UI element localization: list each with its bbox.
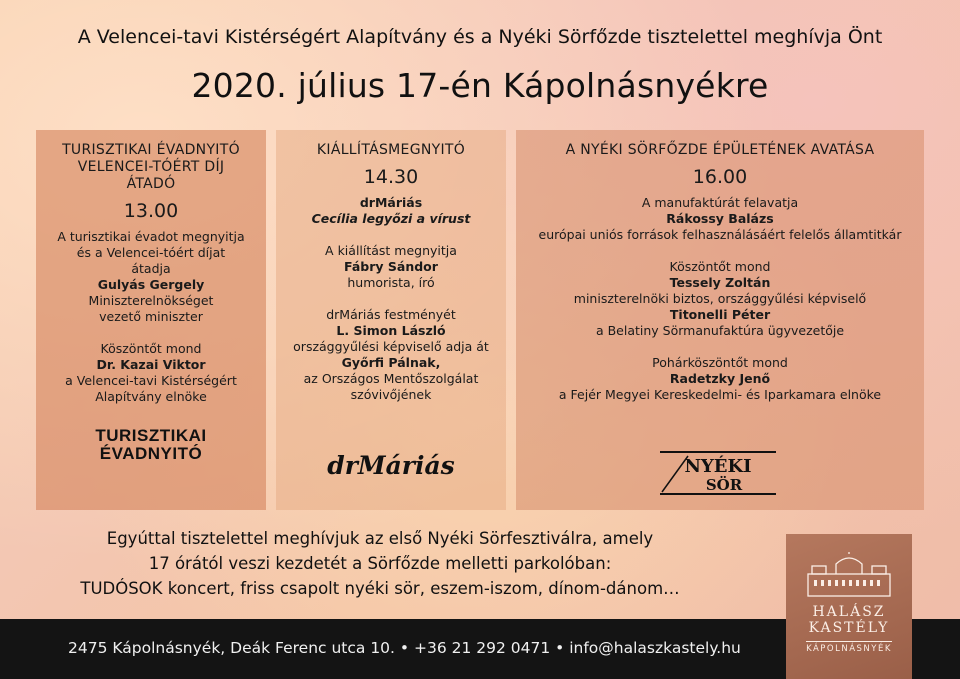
spacer (286, 227, 496, 243)
panel-line: a Fejér Megyei Kereskedelmi- és Iparkamara elnöke (558, 387, 882, 402)
event-panel-tourism (36, 130, 266, 510)
nyeki-sor-logo (658, 448, 778, 498)
panel-line: drMáriás festményét (326, 307, 456, 322)
panel-line: Köszöntőt mond (669, 259, 771, 274)
panel-line: Miniszterelnökséget (88, 293, 214, 308)
panel-body (46, 229, 256, 405)
panel-line: Pohárköszöntőt mond (652, 355, 788, 370)
contact-info: 2475 Kápolnásnyék, Deák Ferenc utca 10. • +36 21 292 0471 • info@halaszkastely.hu (68, 639, 741, 657)
panel-line: miniszterelnöki biztos, országgyűlési képviselő (573, 291, 867, 306)
panel-time: 13.00 (123, 200, 179, 222)
panel-line: humorista, író (347, 275, 435, 290)
event-date-title: 2020. július 17-én Kápolnásnyékre (191, 66, 769, 105)
panel-line: átadja (131, 261, 171, 276)
turisztikai-evadnyito-logo: TURISZTIKAI ÉVADNYITÓ (95, 426, 207, 463)
panel-line: vezető miniszter (99, 309, 203, 324)
panel-line: az Országos Mentőszolgálat (303, 371, 479, 386)
spacer (286, 291, 496, 307)
panel-line: Fábry Sándor (344, 259, 438, 274)
panel-line: A kiállítást megnyitja (325, 243, 457, 258)
castle-icon (804, 552, 894, 600)
nyeki-logo-bottom: SÖR (705, 476, 743, 494)
halasz-kastely-logo (786, 534, 912, 679)
beer-festival-invitation: Egyúttal tisztelettel meghívjuk az első Nyéki Sörfesztiválra, amely 17 órától veszi kezdetét a Sörfőzde melletti parkolóban: TUDÓSOK koncert, friss csapolt nyéki sör, eszem-iszom, dínom-dánom… (80, 529, 680, 598)
panel-line: drMáriás (359, 195, 423, 210)
panel-line: Köszöntőt mond (100, 341, 202, 356)
panel-line: Rákossy Balázs (666, 211, 774, 226)
panel-line: Titonelli Péter (669, 307, 771, 322)
panel-title: TURISZTIKAI ÉVADNYITÓ VELENCEI-TÓÉRT DÍJ ÁTADÓ (62, 142, 240, 192)
castle-name-line1: HALÁSZ (812, 604, 886, 620)
panel-line: Radetzky Jenő (669, 371, 771, 386)
spacer (526, 243, 914, 259)
event-panel-exhibition (276, 130, 506, 510)
panel-line: A turisztikai évadot megnyitja (57, 229, 245, 244)
invitation-header: A Velencei-tavi Kistérségért Alapítvány és a Nyéki Sörfőzde tisztelettel meghívja Önt (77, 26, 883, 48)
panel-line: Alapítvány elnöke (95, 389, 207, 404)
panel-line: és a Velencei-tóért díjat (76, 245, 226, 260)
nyeki-logo-top: NYÉKI (684, 456, 752, 477)
castle-location: KÁPOLNÁSNYÉK (806, 641, 892, 654)
panel-line: Dr. Kazai Viktor (96, 357, 206, 372)
panel-line: A manufaktúrát felavatja (641, 195, 799, 210)
panel-title: A NYÉKI SÖRFŐZDE ÉPÜLETÉNEK AVATÁSA (565, 142, 875, 158)
panel-line: Győrfi Pálnak, (341, 355, 441, 370)
panel-time: 16.00 (692, 166, 748, 188)
panel-line: európai uniós források felhasználásáért felelős államtitkár (538, 227, 902, 242)
panel-time: 14.30 (363, 166, 419, 188)
panel-title: KIÁLLÍTÁSMEGNYITÓ (316, 142, 466, 158)
spacer (526, 339, 914, 355)
panel-body (526, 195, 914, 403)
panel-line: Cecília legyőzi a vírust (311, 211, 471, 226)
castle-name-line2: KASTÉLY (808, 620, 890, 636)
panel-body (286, 195, 496, 403)
panel-line: szóvivőjének (350, 387, 432, 402)
panel-line: a Belatiny Sörmanufaktúra ügyvezetője (595, 323, 845, 338)
drmarias-logo: drMáriás (327, 451, 455, 480)
panel-line: a Velencei-tavi Kistérségért (65, 373, 237, 388)
panel-line: Gulyás Gergely (97, 277, 205, 292)
panel-line: Tessely Zoltán (669, 275, 771, 290)
panel-line: országgyűlési képviselő adja át (293, 339, 489, 354)
spacer (46, 325, 256, 341)
panel-line: L. Simon László (336, 323, 446, 338)
event-panel-brewery (516, 130, 924, 510)
